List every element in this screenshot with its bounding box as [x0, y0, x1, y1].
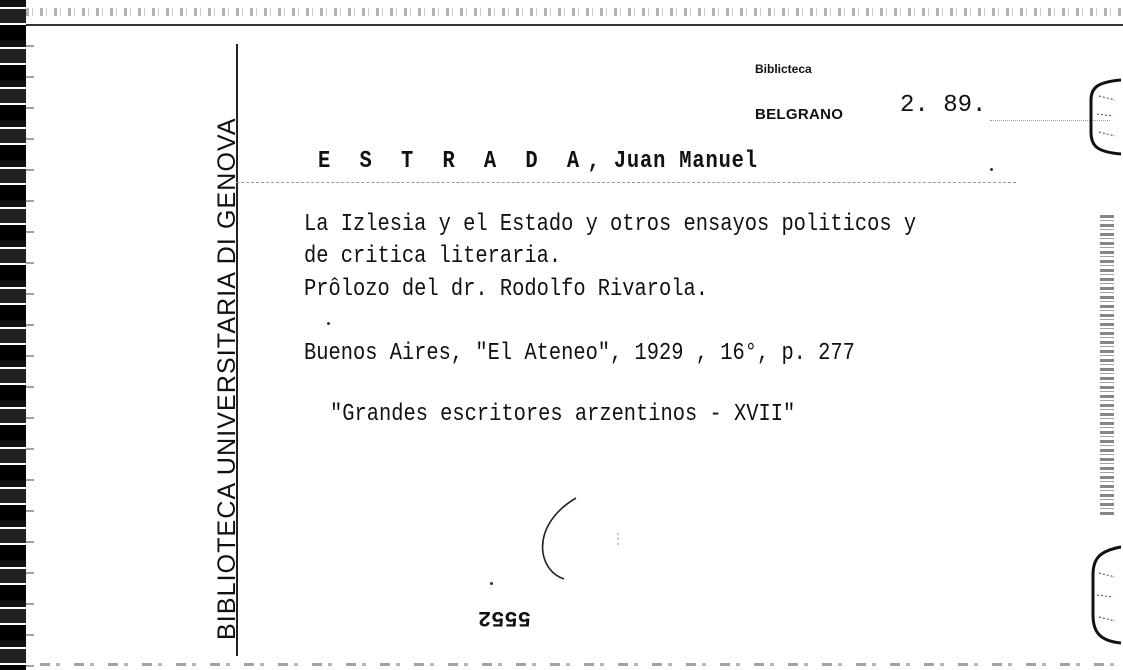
- imprint-line: Buenos Aires, "El Ateneo", 1929 , 16°, p. 277: [304, 340, 855, 367]
- scan-bottom-edge: [40, 663, 1120, 666]
- title-line-2: de critica literaria.: [304, 243, 562, 270]
- speck: [490, 582, 493, 585]
- library-name-vertical: BIBLIOTECA UNIVERSITARIA DI GENOVA: [213, 117, 241, 640]
- speck: [327, 322, 330, 325]
- call-number: 2. 89.: [900, 92, 987, 119]
- library-label: Biblicteca: [755, 62, 812, 76]
- right-edge-bracket-bottom: [1085, 545, 1123, 645]
- speck: [990, 168, 993, 171]
- author-dashed-rule: [236, 182, 1016, 183]
- author-line: [318, 148, 758, 175]
- title-line-1: La Izlesia y el Estado y otros ensayos politicos y: [304, 211, 917, 238]
- branch-label: BELGRANO: [755, 106, 844, 123]
- series-line: "Grandes escritores arzentinos - XVII": [330, 401, 796, 428]
- punch-hole-mark: [538, 495, 620, 581]
- scan-top-edge: [26, 0, 1123, 26]
- scan-left-edge: [0, 0, 26, 670]
- author-given-name: , Juan Manuel: [587, 148, 758, 175]
- stamp-number: 5552: [478, 605, 531, 630]
- scan-left-noise: [26, 0, 34, 670]
- title-line-3: Prôlozo del dr. Rodolfo Rivarola.: [304, 276, 708, 303]
- author-surname: E S T R A D A: [318, 148, 588, 175]
- right-edge-bracket-top: [1085, 78, 1123, 156]
- right-edge-printed-text: [1100, 215, 1114, 515]
